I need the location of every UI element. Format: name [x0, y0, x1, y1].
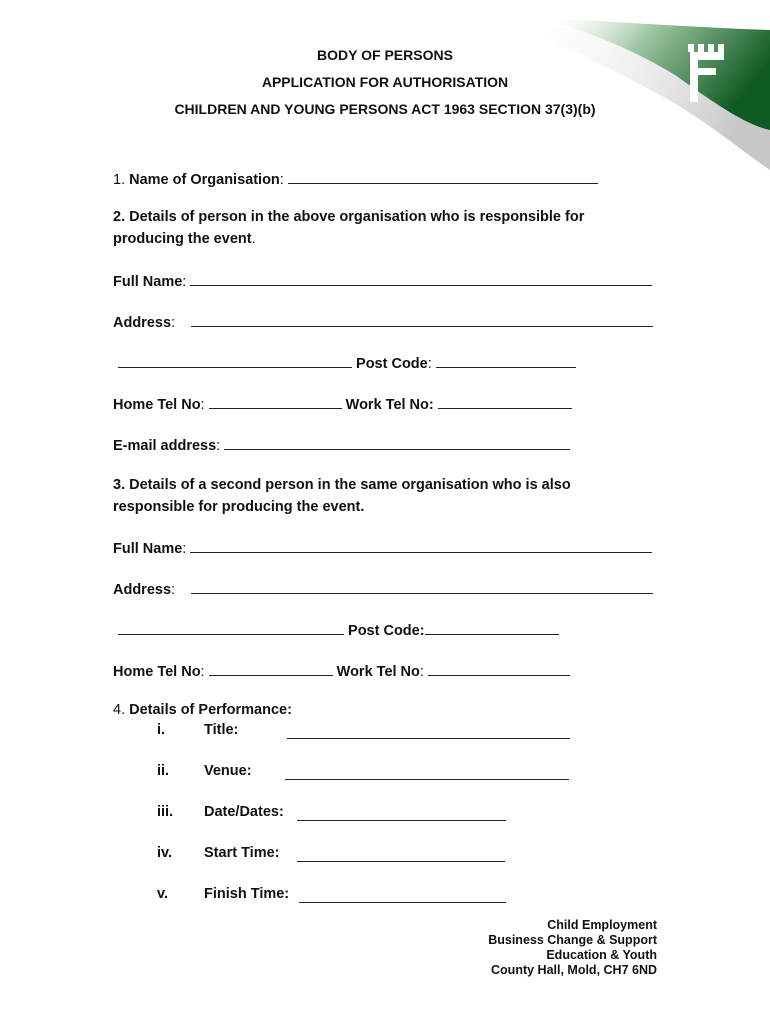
dates-field[interactable]: [297, 806, 506, 821]
start-time-field[interactable]: [297, 847, 505, 862]
full-name-row: Full Name:: [113, 271, 652, 290]
full-name-label: Full Name: [113, 541, 183, 557]
home-tel-label: Home Tel No: [113, 664, 201, 680]
post-code-field-2[interactable]: [425, 620, 559, 635]
section-number: 2.: [113, 209, 126, 225]
footer-line: County Hall, Mold, CH7 6ND: [491, 963, 657, 977]
full-name-field-2[interactable]: [190, 538, 652, 553]
address-row: Address:: [113, 312, 653, 331]
email-label: E-mail address: [113, 438, 217, 454]
section4-heading-text: Details of Performance:: [129, 702, 292, 718]
address-label: Address: [113, 582, 172, 598]
work-tel-field-2[interactable]: [428, 661, 570, 676]
finish-time-field[interactable]: [299, 888, 506, 903]
email-row: E-mail address:: [113, 435, 570, 454]
work-tel-field[interactable]: [438, 394, 572, 409]
address-field[interactable]: [191, 312, 653, 327]
email-field[interactable]: [224, 435, 570, 450]
full-name-row-2: Full Name:: [113, 538, 652, 557]
item-numeral: v.: [157, 886, 169, 902]
finish-time-label: Finish Time:: [204, 886, 290, 902]
full-name-label: Full Name: [113, 274, 183, 290]
footer-line: Education & Youth: [546, 948, 657, 962]
section2-heading-text: Details of person in the above organisation who is responsible for producing the event: [113, 209, 585, 247]
item-numeral: ii.: [157, 763, 170, 779]
footer-address: [488, 918, 657, 978]
home-tel-label: Home Tel No: [113, 397, 201, 413]
section3-heading: 3. Details of a second person in the same organisation who is also responsible for producing the event.: [113, 477, 571, 515]
post-code-field[interactable]: [436, 353, 576, 368]
item-numeral: iv.: [157, 845, 173, 861]
post-code-label: Post Code: [356, 356, 428, 372]
dates-label: Date/Dates:: [204, 804, 284, 820]
section2-heading: 2. Details of person in the above organisation who is responsible for producing the event.: [113, 209, 585, 247]
address-label: Address: [113, 315, 172, 331]
section4-heading: [113, 702, 292, 718]
address-line2-field-2[interactable]: [118, 620, 344, 635]
post-code-label: Post Code:: [348, 623, 425, 639]
form-title: BODY OF PERSONS: [317, 47, 453, 63]
address-line2-field[interactable]: [118, 353, 352, 368]
organisation-name-row: 1. Name of Organisation:: [113, 169, 598, 188]
address-row-2: Address:: [113, 579, 653, 598]
home-tel-field-2[interactable]: [209, 661, 333, 676]
full-name-field[interactable]: [190, 271, 652, 286]
footer-line: Child Employment: [547, 918, 657, 932]
footer-line: Business Change & Support: [488, 933, 657, 947]
postcode-row-2: [118, 620, 559, 639]
venue-field[interactable]: [285, 765, 569, 780]
address-field-2[interactable]: [191, 579, 653, 594]
form-act-reference: CHILDREN AND YOUNG PERSONS ACT 1963 SECTION 37(3)(b): [174, 101, 596, 117]
work-tel-label: Work Tel No: [336, 664, 420, 680]
tel-row: Home Tel No: Work Tel No:: [113, 394, 572, 413]
section-number: 1.: [113, 172, 126, 188]
organisation-name-field[interactable]: [288, 169, 598, 184]
title-field[interactable]: [287, 724, 570, 739]
form-subtitle: APPLICATION FOR AUTHORISATION: [261, 74, 509, 90]
start-time-label: Start Time:: [204, 845, 280, 861]
title-label: Title:: [204, 722, 239, 738]
work-tel-label: Work Tel No:: [345, 397, 434, 413]
postcode-row: Post Code:: [118, 353, 576, 372]
section-number: 4.: [113, 702, 126, 718]
venue-label: Venue:: [204, 763, 252, 779]
organisation-name-label: Name of Organisation: [129, 172, 280, 188]
home-tel-field[interactable]: [209, 394, 342, 409]
item-numeral: i.: [157, 722, 166, 738]
item-numeral: iii.: [157, 804, 174, 820]
tel-row-2: Home Tel No: Work Tel No:: [113, 661, 570, 680]
